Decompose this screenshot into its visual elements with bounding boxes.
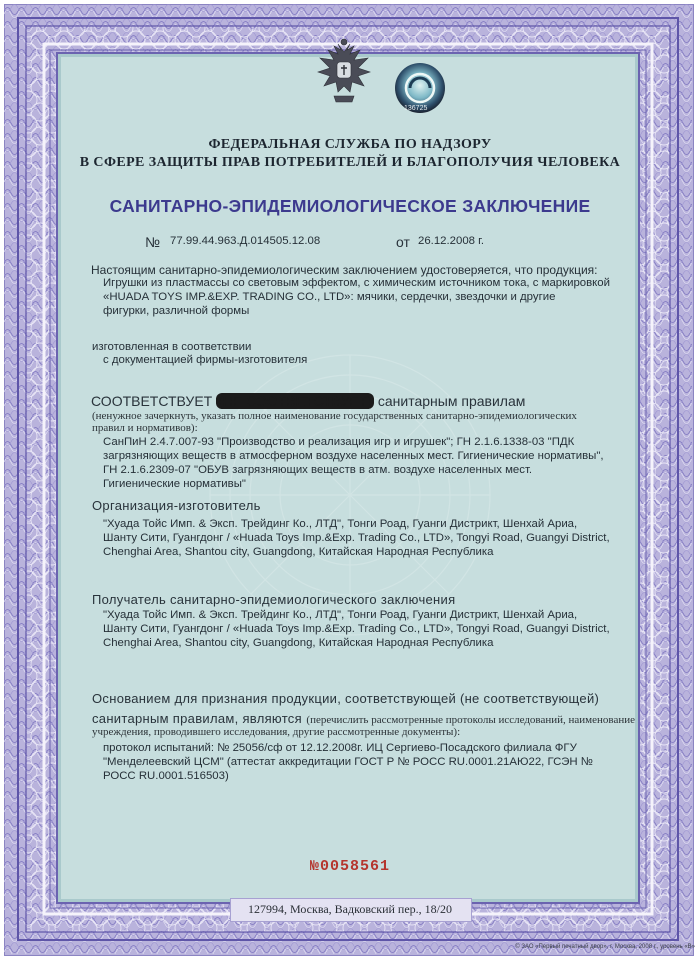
basis-line-3: учреждения, проводившего исследования, другие рассмотренные документы):: [92, 726, 461, 738]
serial-number: №0058561: [309, 858, 390, 875]
document-title: САНИТАРНО-ЭПИДЕМИОЛОГИЧЕСКОЕ ЗАКЛЮЧЕНИЕ: [109, 196, 591, 216]
protocol-line-3: РОСС RU.0001.516503): [103, 770, 229, 782]
address-text: 127994, Москва, Вадковский пер., 18/20: [248, 902, 452, 916]
not-conforms-struck: (НЕ СООТВЕТСТВУЕТ): [218, 393, 372, 409]
certificate-date: 26.12.2008 г.: [418, 235, 485, 247]
certificate-number: 77.99.44.963.Д.014505.12.08: [170, 235, 321, 247]
manufacturer-heading: Организация-изготовитель: [92, 498, 261, 513]
basis-main: санитарным правилам, являются: [92, 711, 302, 726]
number-label: №: [145, 234, 161, 250]
protocol-line-2: "Менделеевский ЦСМ" (аттестат аккредитации ГОСТ Р № РОСС RU.0001.21АЮ22, ГСЭН №: [103, 756, 594, 768]
date-label: от: [396, 234, 410, 250]
conformity-note-2: правил и нормативов):: [92, 422, 198, 434]
printer-imprint: © ЗАО «Первый печатный двор», г. Москва, 2008 г., уровень «В»: [515, 944, 695, 950]
svg-text:136725: 136725: [404, 105, 428, 112]
recipient-line-1: "Хуада Тойс Имп. & Эксп. Трейдинг Ко., ЛТД", Тонги Роад, Гуанги Дистрикт, Шенхай Ариа,: [103, 609, 578, 621]
rules-line-3: ГН 2.1.6.2309-07 "ОБУВ загрязняющих веществ в атм. воздухе населенных мест.: [103, 464, 533, 476]
product-line-3: фигурки, различной формы: [103, 305, 250, 317]
protocol-line-1: протокол испытаний: № 25056/сф от 12.12.2008г. ИЦ Сергиево-Посадского филиала ФГУ: [103, 742, 577, 754]
conformity-line: [91, 393, 525, 409]
manufacturer-line-2: Шанту Сити, Гуангдонг / «Huada Toys Imp.&Exp. Trading Co., LTD», Tongyi Road, Guangyi District,: [103, 532, 610, 544]
conformity-note-1: (ненужное зачеркнуть, указать полное наименование государственных санитарно-эпидемиологических: [92, 410, 577, 422]
manufacturer-line-1: "Хуада Тойс Имп. & Эксп. Трейдинг Ко., ЛТД", Тонги Роад, Гуанги Дистрикт, Шенхай Ариа,: [103, 518, 578, 530]
basis-note: (перечислить рассмотренные протоколы исследований, наименование: [306, 714, 635, 726]
product-intro: Настоящим санитарно-эпидемиологическим заключением удостоверяется, что продукция:: [91, 263, 598, 277]
recipient-line-3: Chenghai Area, Shantou city, Guangdong, Китайская Народная Республика: [103, 637, 494, 649]
product-line-1: Игрушки из пластмассы со световым эффектом, с химическим источником тока, с маркировкой: [103, 277, 610, 289]
rules-line-2: загрязняющих веществ в атмосферном воздухе населенных мест. Гигиенические нормативы",: [103, 450, 604, 462]
manufacturer-line-3: Chenghai Area, Shantou city, Guangdong, Китайская Народная Республика: [103, 546, 494, 558]
hologram-seal-icon: [394, 62, 446, 114]
recipient-line-2: Шанту Сити, Гуангдонг / «Huada Toys Imp.&Exp. Trading Co., LTD», Tongyi Road, Guangyi District,: [103, 623, 610, 635]
manufactured-value: с документацией фирмы-изготовителя: [103, 354, 308, 366]
recipient-heading: Получатель санитарно-эпидемиологического заключения: [92, 592, 456, 607]
product-line-2: «HUADA TOYS IMP.&EXP. TRADING CO., LTD»: мячики, сердечки, звездочки и другие: [103, 291, 556, 303]
double-headed-eagle-icon: [308, 34, 380, 106]
agency-name-line-2: В СФЕРЕ ЗАЩИТЫ ПРАВ ПОТРЕБИТЕЛЕЙ И БЛАГОПОЛУЧИЯ ЧЕЛОВЕКА: [79, 155, 621, 170]
basis-line-1: Основанием для признания продукции, соответствующей (не соответствующей): [92, 691, 600, 706]
rules-line-4: Гигиенические нормативы": [103, 478, 246, 490]
rules-line-1: СанПиН 2.4.7.007-93 "Производство и реализация игр и игрушек"; ГН 2.1.6.1338-03 "ПДК: [103, 436, 575, 448]
conforms-label: СООТВЕТСТВУЕТ: [91, 393, 213, 409]
conformity-rest: санитарным правилам: [377, 393, 526, 409]
manufactured-label: изготовленная в соответствии: [92, 341, 252, 353]
agency-name-line-1: ФЕДЕРАЛЬНАЯ СЛУЖБА ПО НАДЗОРУ: [208, 137, 492, 152]
